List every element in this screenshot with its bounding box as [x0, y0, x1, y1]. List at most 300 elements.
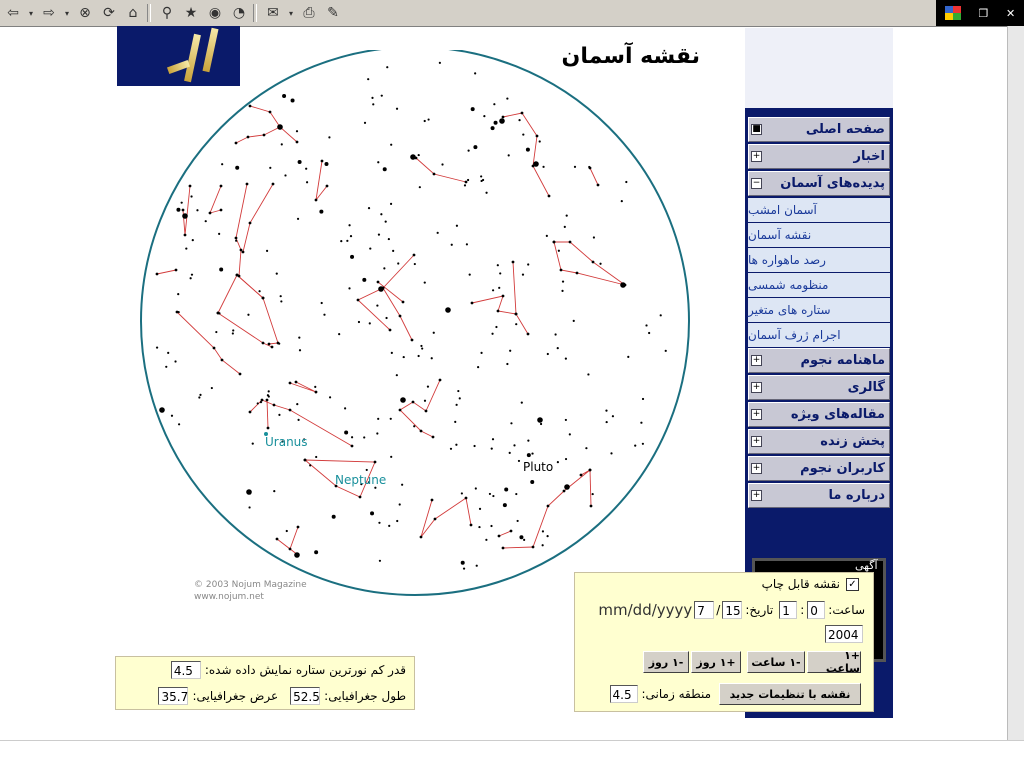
printable-label: نقشه قابل چاپ — [761, 577, 840, 591]
star — [612, 415, 614, 417]
star — [291, 99, 295, 103]
page-title: نقشه آسمان — [561, 44, 700, 69]
status-bar — [0, 740, 1024, 769]
star — [261, 399, 264, 402]
favorites-icon[interactable]: ★ — [184, 5, 198, 21]
star — [165, 366, 167, 368]
star — [376, 304, 378, 306]
star — [297, 526, 300, 529]
expand-icon: + — [752, 436, 761, 446]
star — [457, 390, 459, 392]
star — [386, 66, 388, 68]
star — [610, 452, 612, 454]
star — [289, 409, 292, 412]
star — [189, 185, 192, 188]
menu-item-featured-articles[interactable] — [748, 402, 890, 427]
star — [569, 241, 572, 244]
star — [478, 526, 480, 528]
star — [323, 314, 325, 316]
expand-icon: + — [752, 409, 761, 419]
star — [159, 407, 165, 413]
star — [527, 263, 529, 265]
star — [415, 157, 418, 160]
expand-icon: + — [752, 151, 761, 161]
star — [399, 503, 401, 505]
star — [368, 207, 370, 209]
star — [464, 184, 466, 186]
star — [257, 402, 259, 404]
star — [235, 142, 238, 145]
star — [297, 218, 299, 220]
back-dropdown-icon[interactable]: ▾ — [28, 8, 33, 18]
main-menu — [748, 117, 890, 510]
star — [388, 238, 390, 240]
pluto-label[interactable]: Pluto — [523, 460, 554, 474]
star — [247, 136, 250, 139]
submenu-item-sky-map[interactable]: نقشه آسمان — [748, 223, 890, 247]
uranus-label[interactable]: Uranus — [265, 435, 308, 449]
star — [527, 440, 529, 442]
hour-label: ساعت: — [828, 603, 865, 617]
star — [358, 321, 360, 323]
star — [527, 453, 531, 457]
star — [211, 387, 213, 389]
menu-label: اخبار — [853, 149, 885, 164]
star — [324, 162, 328, 166]
star — [370, 511, 374, 515]
star — [503, 503, 507, 507]
star — [314, 550, 318, 554]
time-settings-panel — [574, 572, 874, 712]
star — [469, 274, 471, 276]
map-copyright — [194, 579, 307, 603]
star — [413, 425, 415, 427]
submenu-item-deep-sky[interactable]: اجرام ژرف آسمان — [748, 323, 890, 347]
star — [260, 401, 262, 403]
star — [497, 264, 499, 266]
menu-label: صفحه اصلی — [805, 122, 885, 137]
star — [296, 130, 298, 132]
star — [199, 394, 201, 396]
star — [185, 247, 187, 249]
longitude-input[interactable]: 52.5 — [290, 687, 320, 705]
star — [515, 493, 517, 495]
star — [262, 342, 265, 345]
star — [235, 166, 239, 170]
star — [459, 397, 461, 399]
submenu-item-tonight-sky[interactable]: آسمان امشب — [748, 198, 890, 222]
star — [557, 347, 559, 349]
star — [390, 203, 392, 205]
star — [399, 315, 402, 318]
star — [599, 263, 601, 265]
stop-icon[interactable]: ⊗ — [79, 5, 91, 21]
star — [278, 414, 280, 416]
toolbar-divider — [253, 4, 257, 22]
star — [273, 404, 276, 407]
star — [284, 174, 286, 176]
star — [192, 239, 194, 241]
star — [397, 262, 399, 264]
star — [546, 235, 548, 237]
star — [589, 469, 592, 472]
minus-day-button[interactable]: -۱ روز — [643, 651, 689, 673]
star — [434, 518, 437, 521]
star — [420, 430, 423, 433]
menu-label: پدیده‌های آسمان — [780, 176, 885, 191]
advertisement-label: آگهی — [855, 559, 878, 572]
star — [537, 417, 543, 423]
star — [319, 210, 323, 214]
star — [328, 136, 330, 138]
history-icon[interactable]: ◔ — [232, 5, 246, 21]
star — [506, 97, 508, 99]
star — [221, 163, 223, 165]
star — [156, 273, 159, 276]
date-format-hint: mm/dd/yyyy — [598, 601, 693, 619]
star — [510, 530, 513, 533]
magnitude-label: قدر کم نورترین ستاره نمایش داده شده: — [204, 663, 406, 677]
browser-toolbar — [0, 0, 1024, 27]
star — [424, 120, 426, 122]
star — [553, 241, 556, 244]
star — [441, 163, 443, 165]
star — [306, 181, 308, 183]
star — [218, 233, 220, 235]
menu-item-about[interactable] — [748, 483, 890, 508]
star — [547, 505, 550, 508]
star — [252, 443, 254, 445]
star — [473, 145, 477, 149]
star — [279, 126, 282, 129]
star — [479, 508, 481, 510]
neptune-label[interactable]: Neptune — [335, 473, 387, 487]
star — [456, 404, 458, 406]
star — [240, 249, 243, 252]
star — [522, 133, 524, 135]
star — [369, 247, 371, 249]
star — [587, 373, 589, 375]
day-input[interactable]: 15 — [722, 601, 742, 619]
toolbar-divider — [147, 4, 151, 22]
star — [564, 226, 566, 228]
star — [518, 460, 520, 462]
star — [439, 62, 441, 64]
star — [461, 561, 465, 565]
star — [344, 430, 348, 434]
star — [379, 560, 381, 562]
star — [625, 181, 627, 183]
star — [588, 166, 590, 168]
submenu-item-satellite-watch[interactable]: رصد ماهواره ها — [748, 248, 890, 272]
star — [509, 452, 511, 454]
star — [530, 480, 534, 484]
latitude-input[interactable]: 35.7 — [158, 687, 188, 705]
star — [483, 115, 485, 117]
star — [278, 343, 280, 345]
star — [421, 347, 423, 349]
star — [542, 166, 544, 168]
star — [314, 386, 316, 388]
minus-hour-button[interactable]: -۱ ساعت — [747, 651, 805, 673]
star — [178, 311, 180, 313]
star — [471, 302, 474, 305]
star — [268, 343, 271, 346]
star — [490, 525, 492, 527]
star — [181, 202, 183, 204]
close-icon[interactable]: ✕ — [1005, 6, 1016, 20]
star — [592, 493, 594, 495]
star — [389, 329, 392, 332]
star — [242, 251, 245, 254]
coordinates-row — [158, 687, 406, 705]
star — [182, 209, 185, 212]
star — [489, 493, 491, 495]
star — [645, 324, 647, 326]
star — [390, 144, 392, 146]
star — [403, 356, 405, 358]
sky-map[interactable] — [140, 50, 696, 600]
star — [248, 506, 250, 508]
star — [297, 554, 300, 557]
star — [289, 548, 292, 551]
menu-label: گالری — [847, 380, 885, 395]
star — [660, 314, 662, 316]
star — [450, 448, 452, 450]
star — [495, 326, 497, 328]
star — [177, 293, 179, 295]
star — [383, 167, 387, 171]
star — [413, 254, 416, 257]
star — [235, 240, 237, 242]
star — [515, 313, 518, 316]
timezone-input[interactable]: 4.5 — [610, 685, 638, 703]
star — [418, 355, 420, 357]
longitude-label: طول جغرافیایی: — [324, 689, 406, 703]
star — [369, 322, 371, 324]
star — [585, 447, 587, 449]
star — [190, 277, 192, 279]
windows-logo-icon — [945, 6, 961, 20]
star — [315, 199, 318, 202]
plus-day-button[interactable]: +۱ روز — [691, 651, 741, 673]
menu-item-live[interactable] — [748, 429, 890, 454]
star — [491, 126, 495, 130]
print-icon[interactable]: ⎙ — [303, 5, 315, 21]
star — [315, 391, 317, 393]
magnitude-input[interactable]: 4.5 — [171, 661, 201, 679]
sidebar-header — [745, 28, 893, 108]
sky-horizon — [141, 50, 689, 595]
star — [526, 148, 530, 152]
star — [390, 418, 392, 420]
star — [269, 167, 271, 169]
star — [523, 539, 525, 541]
star — [346, 240, 348, 242]
star — [232, 329, 234, 331]
star — [402, 301, 405, 304]
star — [425, 410, 428, 413]
star — [466, 243, 468, 245]
star — [344, 407, 346, 409]
minute-input[interactable]: 1 — [779, 601, 797, 619]
star — [477, 366, 479, 368]
star — [326, 185, 329, 188]
star — [321, 160, 324, 163]
star — [348, 287, 350, 289]
star — [258, 290, 260, 292]
star — [454, 421, 456, 423]
year-input[interactable]: 2004 — [825, 625, 863, 643]
star — [198, 396, 200, 398]
star — [232, 332, 234, 334]
star — [492, 438, 494, 440]
menu-label: پخش زنده — [820, 434, 885, 449]
star — [191, 274, 193, 276]
time-separator: : — [800, 603, 805, 617]
collapse-icon: − — [752, 178, 761, 188]
star — [521, 402, 523, 404]
star — [605, 410, 607, 412]
menu-label: درباره ما — [828, 488, 885, 503]
star — [593, 236, 595, 238]
star — [451, 244, 453, 246]
refresh-icon[interactable]: ⟳ — [103, 5, 115, 21]
menu-item-users[interactable] — [748, 456, 890, 481]
star — [437, 232, 439, 234]
star — [536, 135, 539, 138]
star — [175, 269, 178, 272]
star — [468, 150, 470, 152]
star — [512, 261, 515, 264]
star — [190, 195, 192, 197]
star — [340, 240, 342, 242]
star — [289, 382, 292, 385]
location-panel — [115, 656, 415, 710]
vertical-scrollbar[interactable] — [1007, 26, 1024, 740]
mail-icon[interactable]: ✉ — [267, 5, 279, 21]
star — [565, 358, 567, 360]
star — [298, 160, 302, 164]
star — [266, 399, 269, 402]
menu-item-gallery[interactable] — [748, 375, 890, 400]
star — [401, 484, 403, 486]
datetime-row — [598, 601, 865, 619]
star — [527, 333, 530, 336]
mail-dropdown-icon[interactable]: ▾ — [288, 8, 293, 18]
star — [576, 272, 579, 275]
new-map-button[interactable]: نقشه با تنظیمات جدید — [719, 683, 861, 705]
star — [267, 394, 269, 396]
star — [433, 173, 436, 176]
media-icon[interactable]: ◉ — [208, 5, 222, 21]
forward-dropdown-icon[interactable]: ▾ — [64, 8, 69, 18]
star — [239, 373, 242, 376]
submenu-item-solar-system[interactable]: منظومه شمسی — [748, 273, 890, 297]
menu-label: کاربران نجوم — [800, 461, 885, 476]
star — [473, 445, 475, 447]
star — [502, 295, 505, 298]
star — [461, 492, 463, 494]
star — [363, 436, 365, 438]
star — [280, 295, 282, 297]
star — [305, 168, 307, 170]
star — [380, 213, 382, 215]
star — [539, 140, 541, 142]
printable-checkbox[interactable]: ✓ — [846, 578, 859, 591]
star — [396, 374, 398, 376]
month-input[interactable]: 7 — [694, 601, 714, 619]
star — [431, 499, 434, 502]
latitude-label: عرض جغرافیایی: — [192, 689, 279, 703]
menu-item-monthly-magazine[interactable] — [748, 348, 890, 373]
submenu-item-variable-stars[interactable]: ستاره های متغیر — [748, 298, 890, 322]
expand-icon: + — [752, 490, 761, 500]
star — [396, 520, 398, 522]
star — [378, 233, 380, 235]
star — [350, 235, 352, 237]
star — [494, 121, 498, 125]
star — [573, 320, 575, 322]
star — [220, 185, 223, 188]
menu-item-home[interactable] — [748, 117, 890, 142]
star — [171, 415, 173, 417]
restore-icon[interactable]: ❐ — [978, 6, 989, 20]
star — [513, 444, 515, 446]
expand-icon: + — [752, 382, 761, 392]
star — [263, 134, 266, 137]
star — [515, 323, 517, 325]
star — [665, 350, 667, 352]
star — [249, 105, 252, 108]
star — [565, 419, 567, 421]
year-row — [825, 625, 863, 643]
home-icon[interactable]: ⌂ — [128, 5, 138, 21]
star — [470, 524, 473, 527]
star — [508, 154, 510, 156]
star — [427, 386, 429, 388]
star — [382, 287, 385, 290]
star — [249, 492, 251, 494]
star — [271, 346, 274, 349]
plus-hour-button[interactable]: +۱ ساعت — [807, 651, 861, 673]
expand-icon: + — [752, 355, 761, 365]
star — [246, 183, 249, 186]
edit-icon[interactable]: ✎ — [327, 5, 339, 21]
star — [396, 108, 398, 110]
star — [522, 274, 524, 276]
star — [565, 458, 567, 460]
search-icon[interactable]: ⚲ — [161, 5, 173, 21]
star — [558, 250, 560, 252]
timezone-label: منطقه زمانی: — [641, 687, 711, 701]
star — [249, 411, 252, 414]
star — [167, 352, 169, 354]
star — [205, 220, 207, 222]
star — [475, 487, 477, 489]
star — [532, 165, 535, 168]
hour-input[interactable]: 0 — [807, 601, 825, 619]
star — [332, 515, 336, 519]
menu-item-sky-events[interactable] — [748, 171, 890, 196]
menu-item-news[interactable] — [748, 144, 890, 169]
back-icon[interactable]: ⇦ — [7, 5, 19, 21]
star — [427, 118, 429, 120]
star — [351, 436, 353, 438]
star — [156, 346, 158, 348]
forward-icon[interactable]: ⇨ — [43, 5, 55, 21]
star — [219, 268, 223, 272]
